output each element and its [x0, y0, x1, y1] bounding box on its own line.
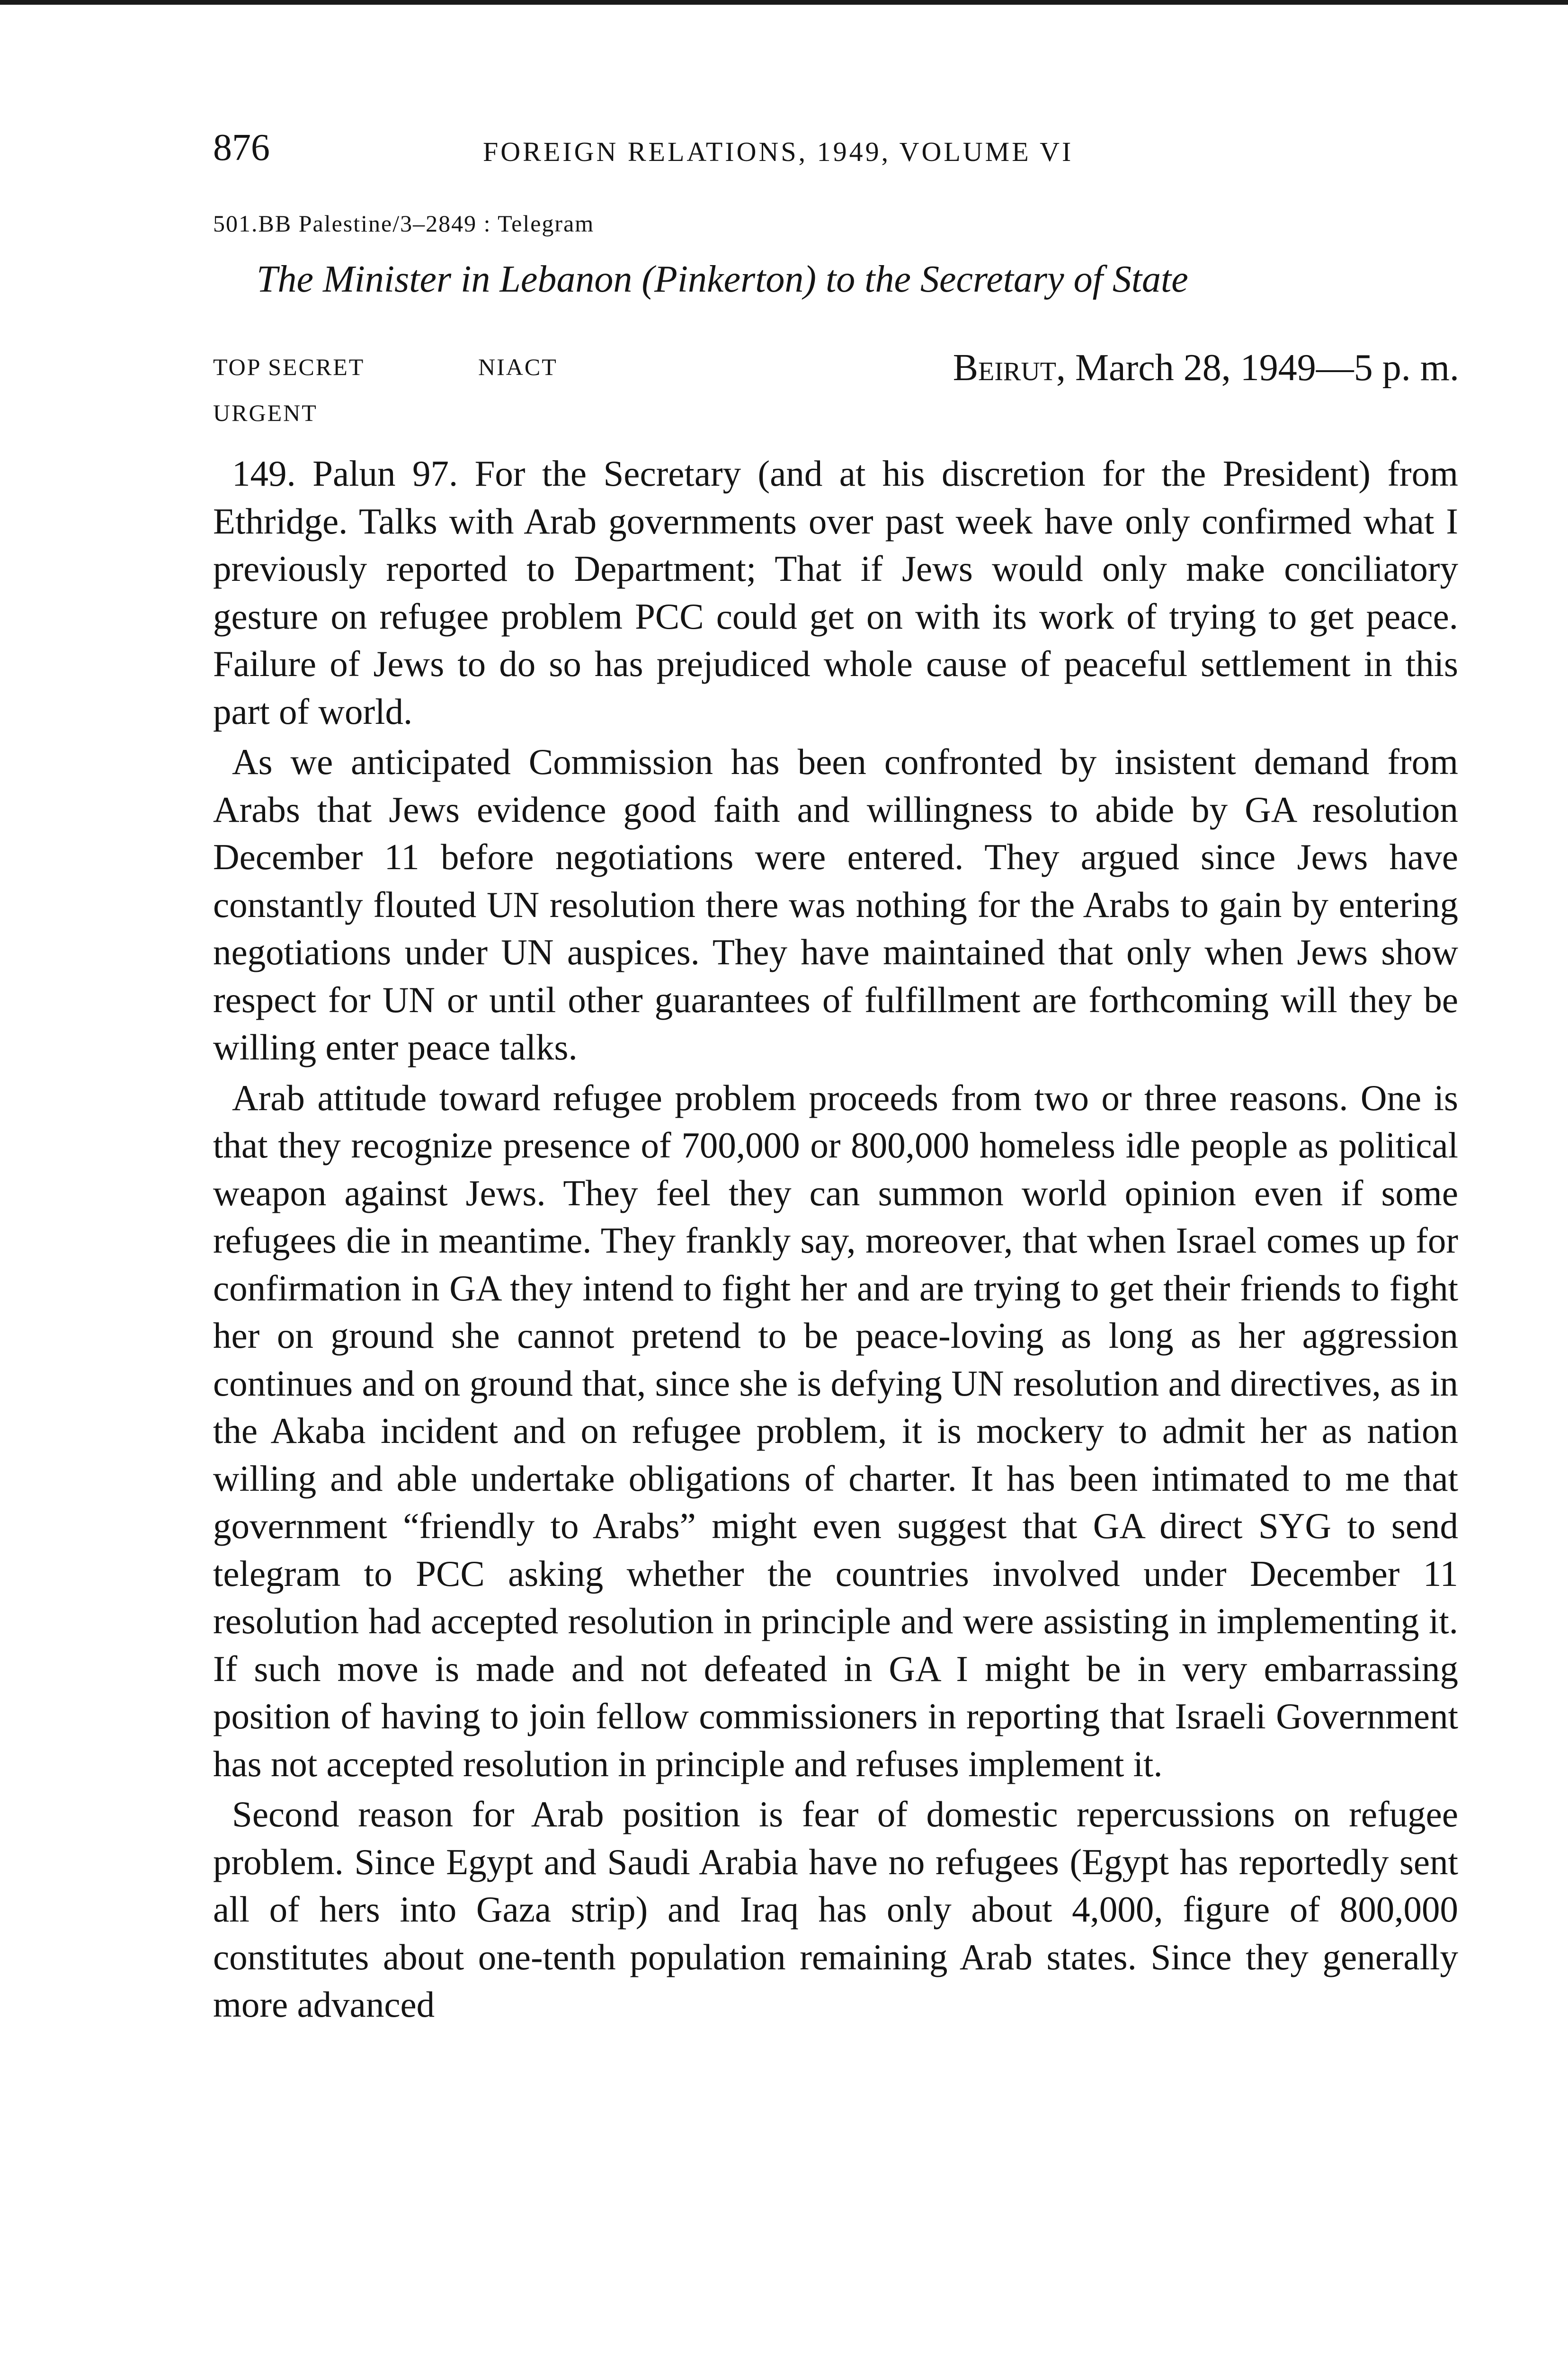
- journal-title: FOREIGN RELATIONS, 1949, VOLUME VI: [483, 136, 1074, 167]
- body-paragraph-4: Second reason for Arab position is fear of domestic repercussions on refugee problem. Since Egypt and Saudi Arabia have no refugees (Egypt has reportedly sent all of hers into Gaza strip) and Iraq has only about 4,000, figure of 800,000 constitutes about one-tenth population remaining Arab states. Since they generally more advanced: [213, 1794, 1458, 2025]
- dateline-place: Beirut: [953, 347, 1056, 389]
- body-paragraph-1: 149. Palun 97. For the Secretary (and at his discretion for the President) from Ethridge. Talks with Arab governments over past week have only confirmed what I previously reported to Department; That if Jews would only make conciliatory gesture on refugee problem PCC could get on with its work of trying to get peace. Failure of Jews to do so has prejudiced whole cause of peaceful settlement in this part of world.: [213, 453, 1458, 732]
- dateline-date: , March 28, 1949—5 p. m.: [1056, 347, 1459, 389]
- handling-label: NIACT: [478, 354, 558, 380]
- telegram-body: [213, 450, 1458, 2031]
- classification-label: TOP SECRET: [213, 354, 365, 380]
- precedence-label: URGENT: [213, 400, 318, 426]
- dateline: [953, 344, 1459, 392]
- body-paragraph-3: Arab attitude toward refugee problem proceeds from two or three reasons. One is that they recognize presence of 700,000 or 800,000 homeless idle people as political weapon against Jews. They feel they can summon world opinion even if some refugees die in meantime. They frankly say, moreover, that when Israel comes up for confirmation in GA they intend to fight her and are trying to get their friends to fight her on ground she cannot pretend to be peace-loving as long as her aggression continues and on ground that, since she is defying UN resolution and directives, as in the Akaba incident and on refugee problem, it is mockery to admit her as nation willing and able undertake obligations of charter. It has been intimated to me that government “friendly to Arabs” might even suggest that GA direct SYG to send telegram to PCC asking whether the countries involved under December 11 resolution had accepted resolution in principle and were assisting in implementing it. If such move is made and not defeated in GA I might be in very embarrassing position of having to join fellow commissioners in reporting that Israeli Government has not accepted resolution in principle and refuses implement it.: [213, 1077, 1458, 1784]
- page-number: 876: [213, 127, 270, 169]
- running-head: [213, 124, 1231, 181]
- body-paragraph-2: As we anticipated Commission has been confronted by insistent demand from Arabs that Jews evidence good faith and willingness to abide by GA resolution December 11 before negotiations were entered. They argued since Jews have constantly flouted UN resolution there was nothing for the Arabs to gain by entering negotiations under UN auspices. They have maintained that only when Jews show respect for UN or until other guarantees of fulfillment are forthcoming will they be willing enter peace talks.: [213, 741, 1458, 1068]
- file-reference: 501.BB Palestine/3–2849 : Telegram: [213, 210, 595, 237]
- top-border-rule: [0, 0, 1568, 5]
- document-title: The Minister in Lebanon (Pinkerton) to the Secretary of State: [257, 258, 1188, 300]
